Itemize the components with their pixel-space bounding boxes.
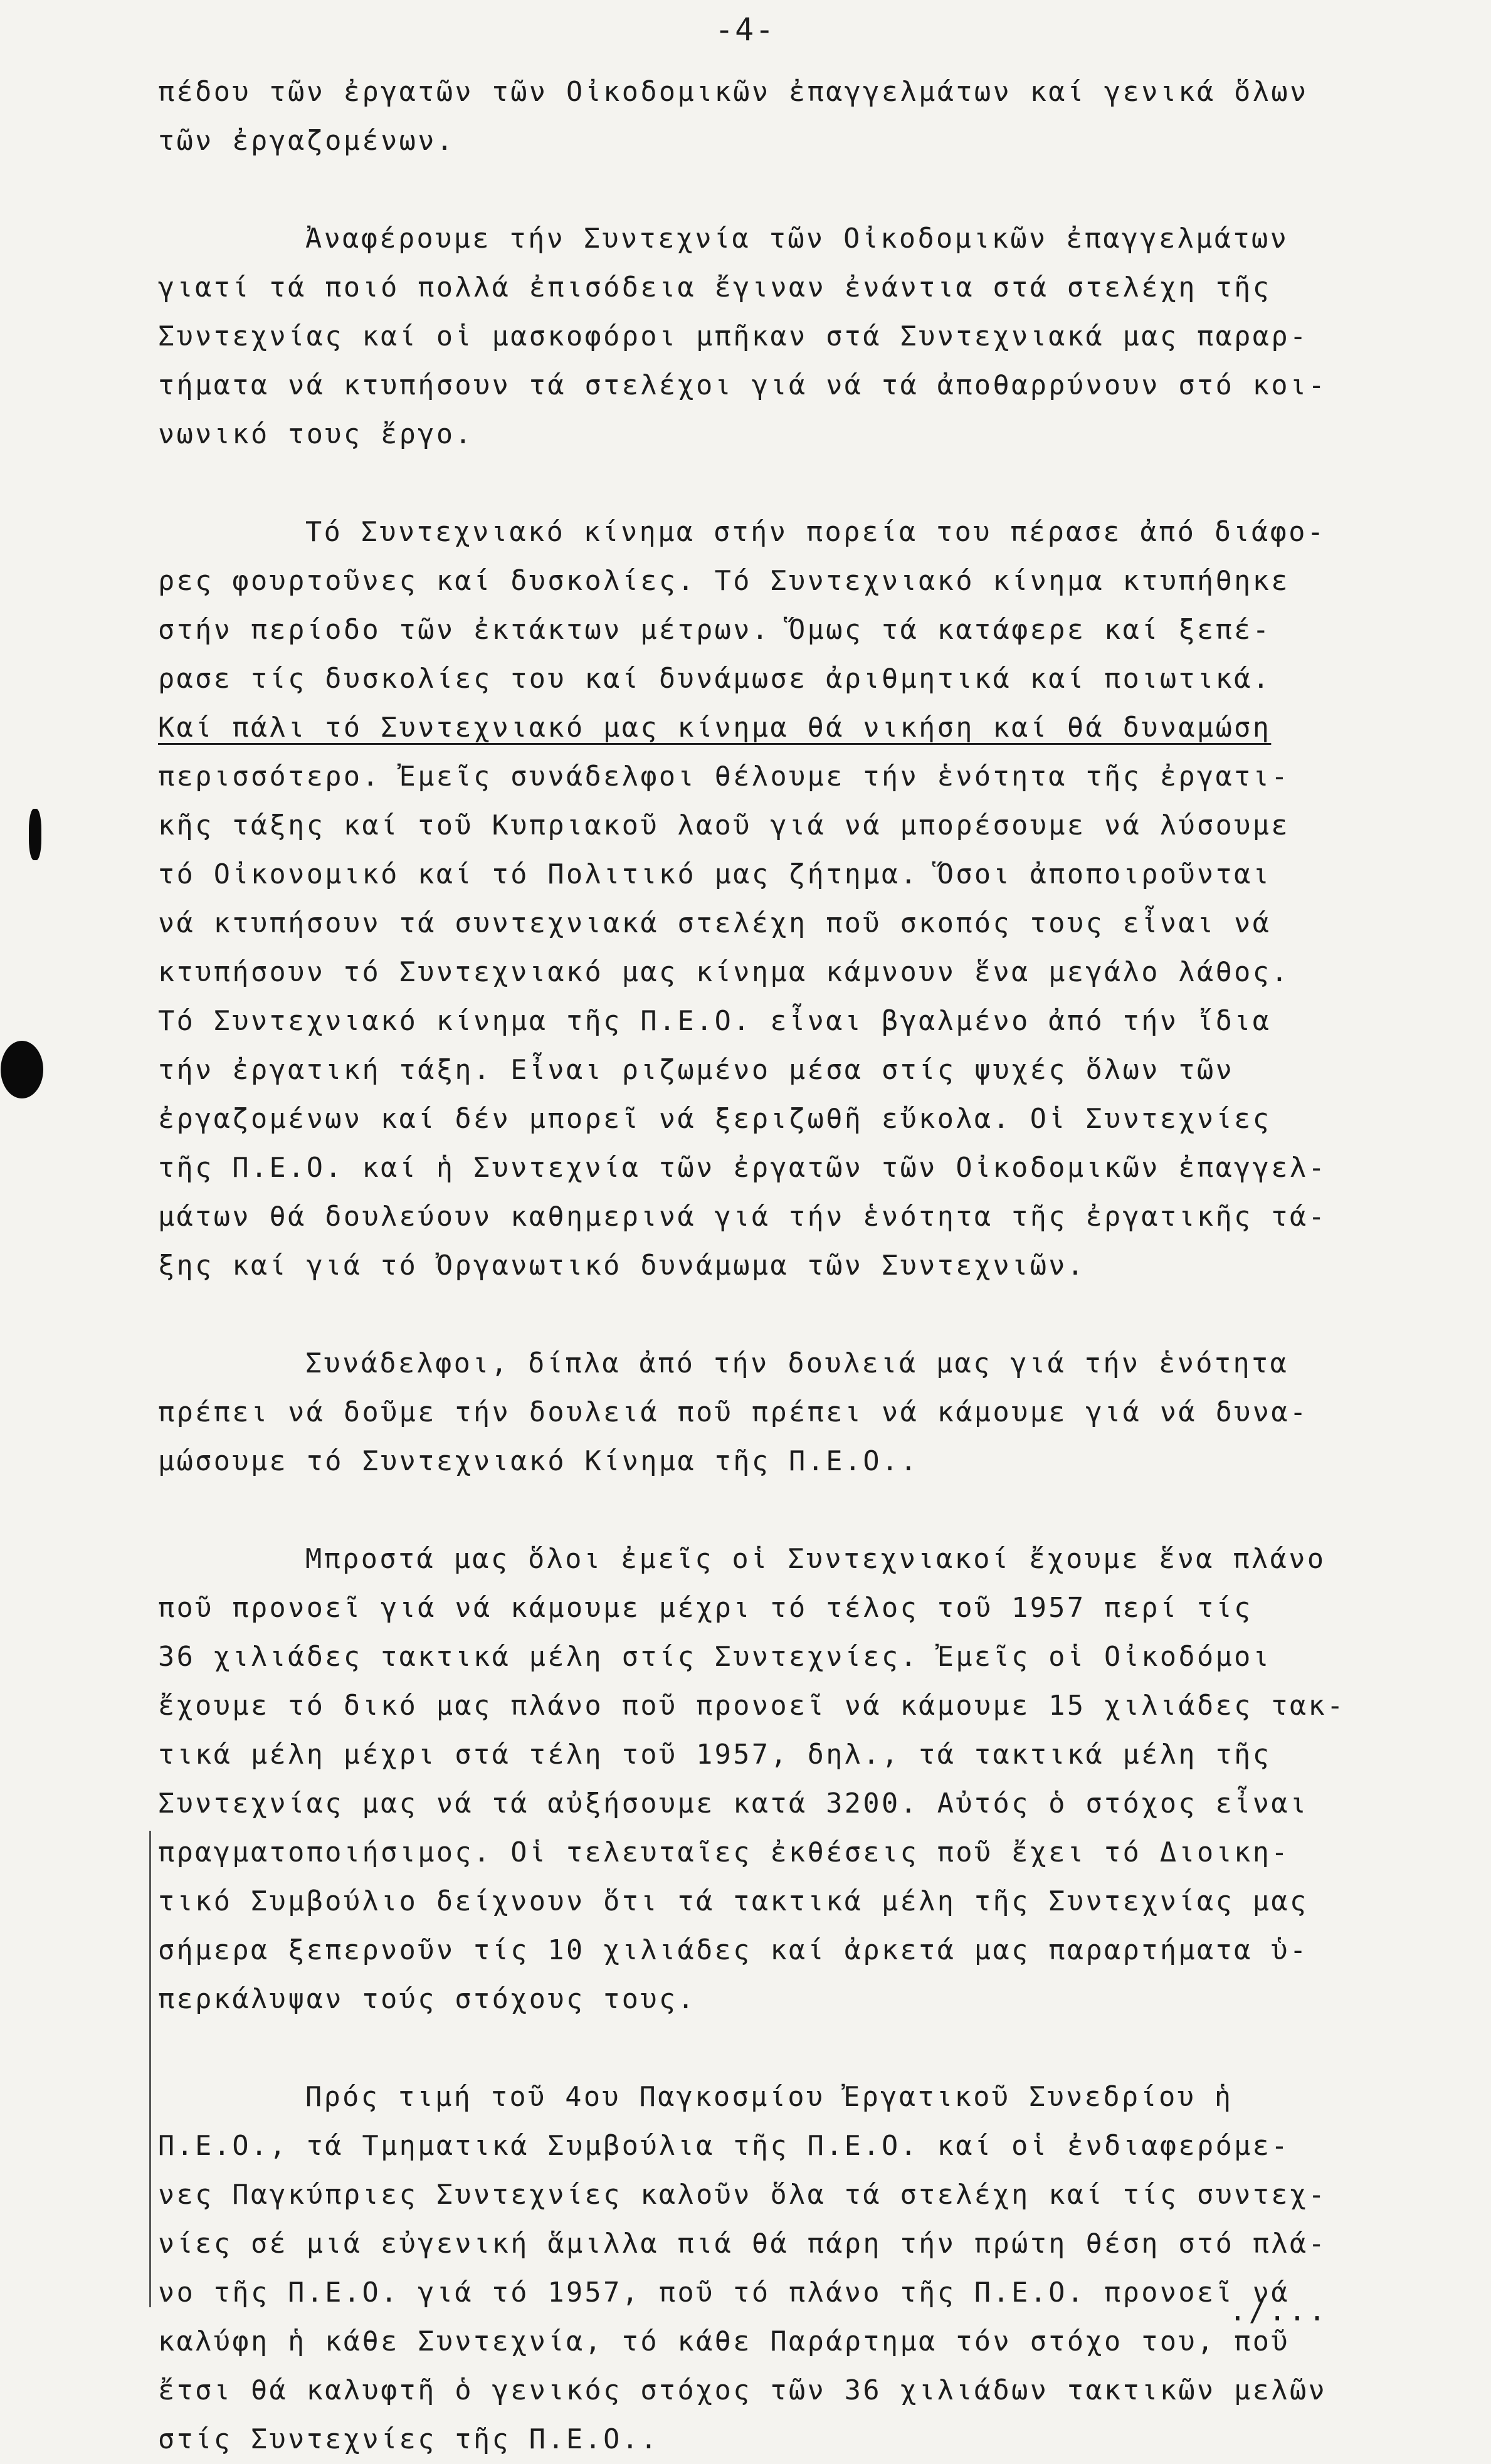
punch-hole — [1, 1041, 43, 1098]
text-line: στίς Συντεχνίες τῆς Π.Ε.Ο.. — [158, 2424, 659, 2455]
text-line: πέδου τῶν ἐργατῶν τῶν Οἰκοδομικῶν ἐπαγγελμάτων καί γενικά ὅλων — [158, 76, 1309, 108]
text-line: Πρός τιμή τοῦ 4ου Παγκοσμίου Ἐργατικοῦ Συνεδρίου ἡ — [305, 2082, 1233, 2113]
text-line: τό Οἰκονομικό καί τό Πολιτικό μας ζήτημα. Ὅσοι ἀποποιροῦνται — [158, 859, 1272, 890]
text-line: ἔχουμε τό δικό μας πλάνο ποῦ προνοεῖ νά κάμουμε 15 χιλιάδες τακ- — [158, 1690, 1346, 1722]
text-line: περισσότερο. Ἐμεῖς συνάδελφοι θέλουμε τήν ἑνότητα τῆς ἐργατι- — [158, 761, 1290, 792]
paragraph-1 — [158, 68, 1412, 166]
text-line: νο τῆς Π.Ε.Ο. γιά τό 1957, ποῦ τό πλάνο τῆς Π.Ε.Ο. προνοεῖ νά — [158, 2277, 1290, 2309]
paragraph-6 — [158, 2073, 1412, 2464]
continuation-mark: ./... — [1229, 2293, 1329, 2327]
text-line: νωνικό τους ἔργο. — [158, 419, 474, 450]
text-line: πραγματοποιήσιμος. Οἱ τελευταῖες ἐκθέσεις ποῦ ἔχει τό Διοικη- — [158, 1837, 1290, 1868]
underlined-line: Καί πάλι τό Συντεχνιακό μας κίνημα θά νικήση καί θά δυναμώση — [158, 712, 1272, 744]
text-line: τῶν ἐργαζομένων. — [158, 125, 455, 157]
text-line: 36 χιλιάδες τακτικά μέλη στίς Συντεχνίες. Ἐμεῖς οἱ Οἰκοδόμοι — [158, 1641, 1272, 1673]
text-line: Π.Ε.Ο., τά Τμηματικά Συμβούλια τῆς Π.Ε.Ο. καί οἱ ἐνδιαφερόμε- — [158, 2130, 1290, 2162]
text-line: τήματα νά κτυπήσουν τά στελέχοι γιά νά τά ἀποθαρρύνουν στό κοι- — [158, 370, 1327, 401]
text-line: μώσουμε τό Συντεχνιακό Κίνημα τῆς Π.Ε.Ο.. — [158, 1446, 919, 1477]
text-line: Τό Συντεχνιακό κίνημα τῆς Π.Ε.Ο. εἶναι βγαλμένο ἀπό τήν ἴδια — [158, 1006, 1272, 1037]
text-line: Συντεχνίας μας νά τά αὐξήσουμε κατά 3200. Αὐτός ὁ στόχος εἶναι — [158, 1788, 1309, 1819]
text-line: ἐργαζομένων καί δέν μπορεῖ νά ξεριζωθῆ εὔκολα. Οἱ Συντεχνίες — [158, 1103, 1272, 1135]
text-line: μάτων θά δουλεύουν καθημερινά γιά τήν ἑνότητα τῆς ἐργατικῆς τά- — [158, 1201, 1327, 1233]
paragraph-2 — [158, 214, 1412, 459]
text-line: νίες σέ μιά εὐγενική ἅμιλλα πιά θά πάρη τήν πρώτη θέση στό πλά- — [158, 2228, 1327, 2260]
document-body — [158, 68, 1412, 2464]
text-line: κτυπήσουν τό Συντεχνιακό μας κίνημα κάμνουν ἕνα μεγάλο λάθος. — [158, 957, 1290, 988]
text-line: περκάλυψαν τούς στόχους τους. — [158, 1984, 697, 2015]
paragraph-5 — [158, 1535, 1412, 2024]
text-line: ἔτσι θά καλυφτῆ ὁ γενικός στόχος τῶν 36 χιλιάδων τακτικῶν μελῶν — [158, 2375, 1327, 2406]
text-line: νά κτυπήσουν τά συντεχνιακά στελέχη ποῦ σκοπός τους εἶναι νά — [158, 908, 1272, 939]
text-line: Συντεχνίας καί οἱ μασκοφόροι μπῆκαν στά Συντεχνιακά μας παραρ- — [158, 321, 1309, 352]
text-line: Μπροστά μας ὅλοι ἐμεῖς οἱ Συντεχνιακοί ἔχουμε ἕνα πλάνο — [305, 1544, 1326, 1575]
text-line: σήμερα ξεπερνοῦν τίς 10 χιλιάδες καί ἀρκετά μας παραρτήματα ὑ- — [158, 1935, 1309, 1966]
text-line: νες Παγκύπριες Συντεχνίες καλοῦν ὅλα τά στελέχη καί τίς συντεχ- — [158, 2179, 1327, 2211]
margin-line — [149, 1831, 151, 2307]
paragraph-3 — [158, 508, 1412, 1290]
text-line: Ἀναφέρουμε τήν Συντεχνία τῶν Οἰκοδομικῶν ἐπαγγελμάτων — [305, 223, 1289, 255]
text-line: καλύφη ἡ κάθε Συντεχνία, τό κάθε Παράρτημα τόν στόχο του, ποῦ — [158, 2326, 1290, 2357]
punch-hole — [29, 809, 41, 860]
text-line: ποῦ προνοεῖ γιά νά κάμουμε μέχρι τό τέλος τοῦ 1957 περί τίς — [158, 1593, 1253, 1624]
text-line: τήν ἐργατική τάξη. Εἶναι ριζωμένο μέσα στίς ψυχές ὅλων τῶν — [158, 1055, 1235, 1086]
text-line: τῆς Π.Ε.Ο. καί ἡ Συντεχνία τῶν ἐργατῶν τῶν Οἰκοδομικῶν ἐπαγγελ- — [158, 1152, 1327, 1184]
text-line: ξης καί γιά τό Ὀργανωτικό δυνάμωμα τῶν Συντεχνιῶν. — [158, 1250, 1086, 1282]
text-line: πρέπει νά δοῦμε τήν δουλειά ποῦ πρέπει νά κάμουμε γιά νά δυνα- — [158, 1397, 1309, 1428]
page-number: -4- — [715, 11, 776, 48]
text-line: Τό Συντεχνιακό κίνημα στήν πορεία του πέρασε ἀπό διάφο- — [305, 517, 1326, 548]
text-line: τικό Συμβούλιο δείχνουν ὅτι τά τακτικά μέλη τῆς Συντεχνίας μας — [158, 1886, 1309, 1917]
text-line: ρασε τίς δυσκολίες του καί δυνάμωσε ἀριθμητικά καί ποιωτικά. — [158, 663, 1272, 695]
text-line: κῆς τάξης καί τοῦ Κυπριακοῦ λαοῦ γιά νά μπορέσουμε νά λύσουμε — [158, 810, 1290, 841]
paragraph-4 — [158, 1339, 1412, 1486]
text-line: Συνάδελφοι, δίπλα ἀπό τήν δουλειά μας γιά τήν ἑνότητα — [305, 1348, 1289, 1379]
text-line: γιατί τά ποιό πολλά ἐπισόδεια ἔγιναν ἐνάντια στά στελέχη τῆς — [158, 272, 1272, 303]
text-line: ρες φουρτοῦνες καί δυσκολίες. Τό Συντεχνιακό κίνημα κτυπήθηκε — [158, 566, 1290, 597]
text-line: στήν περίοδο τῶν ἐκτάκτων μέτρων. Ὅμως τά κατάφερε καί ξεπέ- — [158, 614, 1272, 646]
text-line: τικά μέλη μέχρι στά τέλη τοῦ 1957, δηλ., τά τακτικά μέλη τῆς — [158, 1739, 1272, 1771]
